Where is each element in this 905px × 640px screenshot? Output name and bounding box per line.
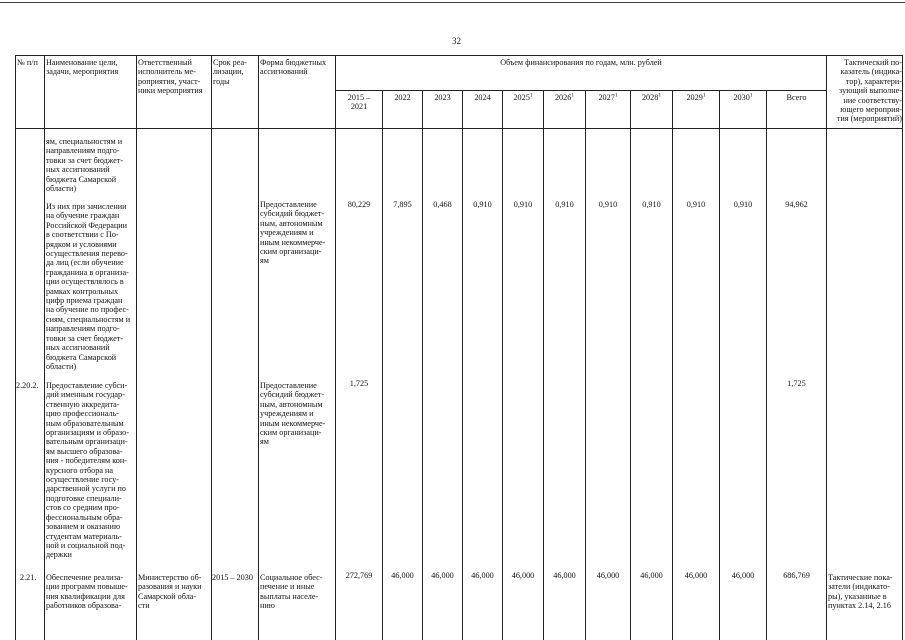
page-number: 32 [452, 36, 461, 46]
row-3-value-2023: 46,000 [431, 571, 454, 580]
financing-table [15, 55, 903, 640]
row-3-value-2030: 46,000 [731, 571, 755, 580]
row-1-value-2029: 0,910 [686, 200, 706, 209]
header-financing: Объем финансирования по годам, млн. рублей [500, 58, 662, 67]
row-1-value-2023: 0,468 [433, 200, 452, 209]
year-header-total: Всего [786, 93, 807, 102]
year-header-2025: 2025$^1$ [513, 92, 533, 102]
row-3-indicator: Тактические пока- затели (индикато- ры), указанные в пунктах 2.14, 2.16 [828, 573, 893, 611]
row-3-period: 2015 – 2030 [212, 573, 253, 582]
header-budget-form: Форма бюджетных ассигнований [260, 58, 327, 77]
row-3-value-2025: 46,000 [511, 571, 535, 580]
row-1-value-total: 94,962 [785, 200, 808, 209]
row-3-value-total: 686,769 [783, 571, 810, 580]
header-executor: Ответственный исполнитель ме- роприятия, участ- ники мероприятия [138, 58, 203, 96]
year-header-2023: 2023 [434, 93, 451, 102]
page-top-rule [0, 2, 905, 3]
row-0-name: ям, специальностям и направлениям подго- товки за счет бюджет- ных ассигнований бюджета Самарской области) [46, 137, 124, 194]
header-name: Наименование цели, задачи, мероприятия [46, 58, 119, 77]
row-3-budget-form: Социальное обес- печение и иные выплаты населе- нию [260, 573, 323, 611]
row-3-value-2022: 46,000 [391, 571, 414, 580]
year-header-2026: 2026$^1$ [554, 92, 575, 102]
row-2-num: 2.20.2. [16, 381, 39, 390]
row-3-value-2024: 46,000 [471, 571, 494, 580]
row-1-value-2027: 0,910 [598, 200, 618, 209]
row-3-num: 2.21. [20, 573, 37, 582]
year-header-2028: 2028$^1$ [641, 92, 662, 102]
row-1-value-2026: 0,910 [555, 200, 574, 209]
row-2-value-2015-2021: 1,725 [349, 379, 369, 388]
row-1-value-2015-2021: 80,229 [347, 200, 371, 209]
row-2-value-total: 1,725 [787, 379, 806, 388]
row-1-value-2028: 0,910 [642, 200, 661, 209]
header-num: № п/п [17, 58, 38, 67]
year-header-2027: 2027$^1$ [598, 92, 618, 102]
year-header-2015-2021: 2015 – 2021 [347, 93, 371, 112]
row-3-value-2029: 46,000 [684, 571, 708, 580]
year-header-2030: 2030$^1$ [733, 92, 753, 102]
row-1-value-2024: 0,910 [473, 200, 492, 209]
header-indicator: Тактический по- казатель (индика- тор), характери- зующий выполне- ние соответству- ющего мероприя- тия (мероприятий) [836, 58, 902, 124]
year-header-2029: 2029$^1$ [686, 92, 706, 102]
year-header-2022: 2022 [394, 93, 411, 102]
row-1-value-2025: 0,910 [513, 200, 533, 209]
year-header-2024: 2024 [474, 93, 491, 102]
row-3-value-2027: 46,000 [596, 571, 620, 580]
row-1-value-2022: 7,895 [393, 200, 412, 209]
row-3-value-2028: 46,000 [640, 571, 663, 580]
row-3-executor: Министерство об- разования и науки Самарской обла- сти [138, 573, 202, 611]
header-period: Срок реа- лизации, годы [213, 58, 247, 86]
row-1-name: Из них при зачислении на обучение граждан Российской Федерации в соответствии с По- рядком и условиями осуществления перево- да лиц (если обучение гражданина в организа- ции осуществлялось в рамках контрольных цифр приема граждан на обучение по профес- сиям, специальностям и направлениям подго- товки за счет бюджет- ных ассигнований бюджета Самарской области) [46, 202, 131, 371]
row-1-budget-form: Предоставление субсидий бюджет- ным, автономным учреждениям и иным некоммерче- ским организаци- ям [260, 200, 326, 266]
row-3-name: Обеспечение реализа- ции программ повыше- ния квалификации для работников образова- [46, 573, 128, 611]
row-2-name: Предоставление субси- дий именным государ- ственную аккредита- цию профессиональ- ным образовательным организациям и образо- вательным организаци- ям высшего образова- ния - победителям кон- курсного отбора на осуществление госу- дарственной услуги по подготовке специали- стов со средним про- фессиональным обра- зованием и оказанию студентам материаль- ной и социальной под- держки [46, 381, 129, 560]
row-3-value-2026: 46,000 [553, 571, 576, 580]
row-2-budget-form: Предоставление субсидий бюджет- ным, автономным учреждениям и иным некоммерче- ским организаци- ям [260, 381, 326, 447]
row-3-value-2015-2021: 272,769 [345, 571, 373, 580]
row-1-value-2030: 0,910 [733, 200, 753, 209]
